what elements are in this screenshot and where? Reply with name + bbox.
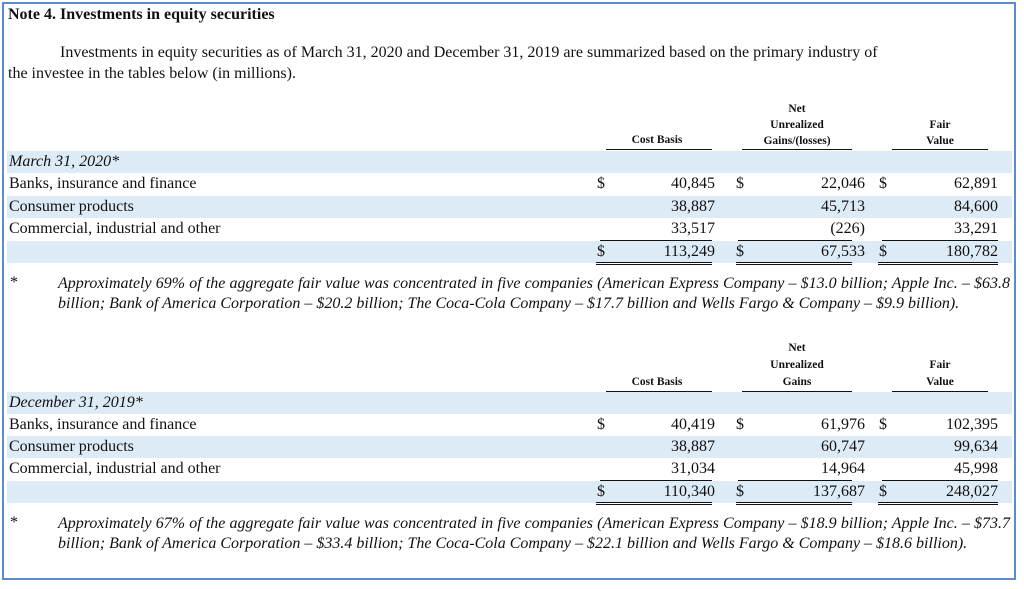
row-label: Banks, insurance and finance (9, 175, 197, 192)
footnote-marker: * (10, 514, 18, 531)
table-row (7, 436, 1012, 458)
currency-sign: $ (879, 416, 887, 433)
row-label: Consumer products (9, 198, 134, 215)
footnote-text: Approximately 69% of the aggregate fair value was concentrated in five companies (American Express Company – $13.0 billion; Apple Inc. – $63.8 billion; Bank of America Corporation – $20.2 billion; The Coca-Cola Company – $17.7 billion and Wells Fargo & Company – $9.9 billion). (58, 275, 1010, 312)
cost-value: 33,517 (671, 220, 715, 237)
table-row (7, 196, 1012, 218)
header-gains-line-2: Unrealized (770, 359, 824, 371)
header-cost-basis: Cost Basis (631, 376, 683, 388)
header-underline-cost (606, 149, 712, 150)
fair-value: 102,395 (946, 416, 998, 433)
currency-sign: $ (597, 243, 605, 260)
total-fair-value: 180,782 (946, 243, 998, 260)
fair-value: 33,291 (954, 220, 998, 237)
header-gains-line-3: Gains (782, 376, 812, 388)
total-gains-value: 67,533 (821, 243, 865, 260)
table-row (7, 414, 1012, 436)
gains-value: (226) (830, 220, 865, 237)
cost-value: 38,887 (671, 438, 715, 455)
header-gains-line-3: Gains/(losses) (763, 135, 831, 147)
section-row (7, 392, 1012, 414)
header-gains-line-2: Unrealized (770, 119, 824, 131)
header-fair-line-1: Fair (929, 119, 951, 131)
header-fair-line-2: Value (926, 135, 954, 147)
total-cost-value: 110,340 (663, 483, 715, 500)
table-row (7, 218, 1012, 240)
total-double-line-fair (878, 502, 998, 505)
intro-line-1: Investments in equity securities as of March 31, 2020 and December 31, 2019 are summarized based on the primary industry of (60, 44, 878, 61)
fair-value: 45,998 (954, 460, 998, 477)
currency-sign: $ (597, 175, 605, 192)
total-gains-value: 137,687 (813, 483, 865, 500)
footnote-marker: * (10, 274, 18, 291)
currency-sign: $ (736, 243, 744, 260)
total-double-line-fair (878, 262, 998, 265)
currency-sign: $ (736, 416, 744, 433)
section-label: March 31, 2020* (9, 153, 120, 170)
row-label: Commercial, industrial and other (9, 460, 221, 477)
total-row (7, 481, 1012, 503)
total-double-line-gains (736, 262, 852, 265)
total-cost-value: 113,249 (663, 243, 715, 260)
gains-value: 45,713 (821, 198, 865, 215)
total-fair-value: 248,027 (946, 483, 998, 500)
cost-value: 31,034 (671, 460, 715, 477)
footnote-text: Approximately 67% of the aggregate fair value was concentrated in five companies (American Express Company – $18.9 billion; Apple Inc. – $73.7 billion; Bank of America Corporation – $33.4 billion; The Coca-Cola Company – $22.1 billion and Wells Fargo & Company – $18.6 billion). (58, 515, 1010, 552)
header-gains-line-1: Net (788, 103, 806, 115)
header-fair-line-2: Value (926, 376, 954, 388)
currency-sign: $ (597, 416, 605, 433)
currency-sign: $ (879, 175, 887, 192)
total-double-line-cost (596, 502, 712, 505)
cost-value: 40,419 (671, 416, 715, 433)
fair-value: 99,634 (954, 438, 998, 455)
gains-value: 61,976 (821, 416, 865, 433)
currency-sign: $ (736, 483, 744, 500)
fair-value: 62,891 (954, 175, 998, 192)
gains-value: 60,747 (821, 438, 865, 455)
header-underline-fair (892, 149, 988, 150)
table-row (7, 173, 1012, 195)
currency-sign: $ (736, 175, 744, 192)
fair-value: 84,600 (954, 198, 998, 215)
gains-value: 14,964 (821, 460, 865, 477)
row-label: Consumer products (9, 438, 134, 455)
currency-sign: $ (879, 243, 887, 260)
section-label: December 31, 2019* (9, 394, 143, 411)
note-title: Note 4. Investments in equity securities (8, 6, 275, 23)
header-underline-gains (742, 149, 852, 150)
cost-value: 38,887 (671, 198, 715, 215)
currency-sign: $ (597, 483, 605, 500)
table-row (7, 458, 1012, 480)
header-gains-line-1: Net (788, 342, 806, 354)
intro-line-2: the investee in the tables below (in millions). (8, 65, 296, 82)
gains-value: 22,046 (821, 175, 865, 192)
total-row (7, 241, 1012, 263)
section-row (7, 151, 1012, 173)
total-double-line-gains (736, 502, 852, 505)
cost-value: 40,845 (671, 175, 715, 192)
total-double-line-cost (596, 262, 712, 265)
row-label: Commercial, industrial and other (9, 220, 221, 237)
header-cost-basis: Cost Basis (631, 134, 683, 146)
row-label: Banks, insurance and finance (9, 416, 197, 433)
header-fair-line-1: Fair (929, 359, 951, 371)
currency-sign: $ (879, 483, 887, 500)
